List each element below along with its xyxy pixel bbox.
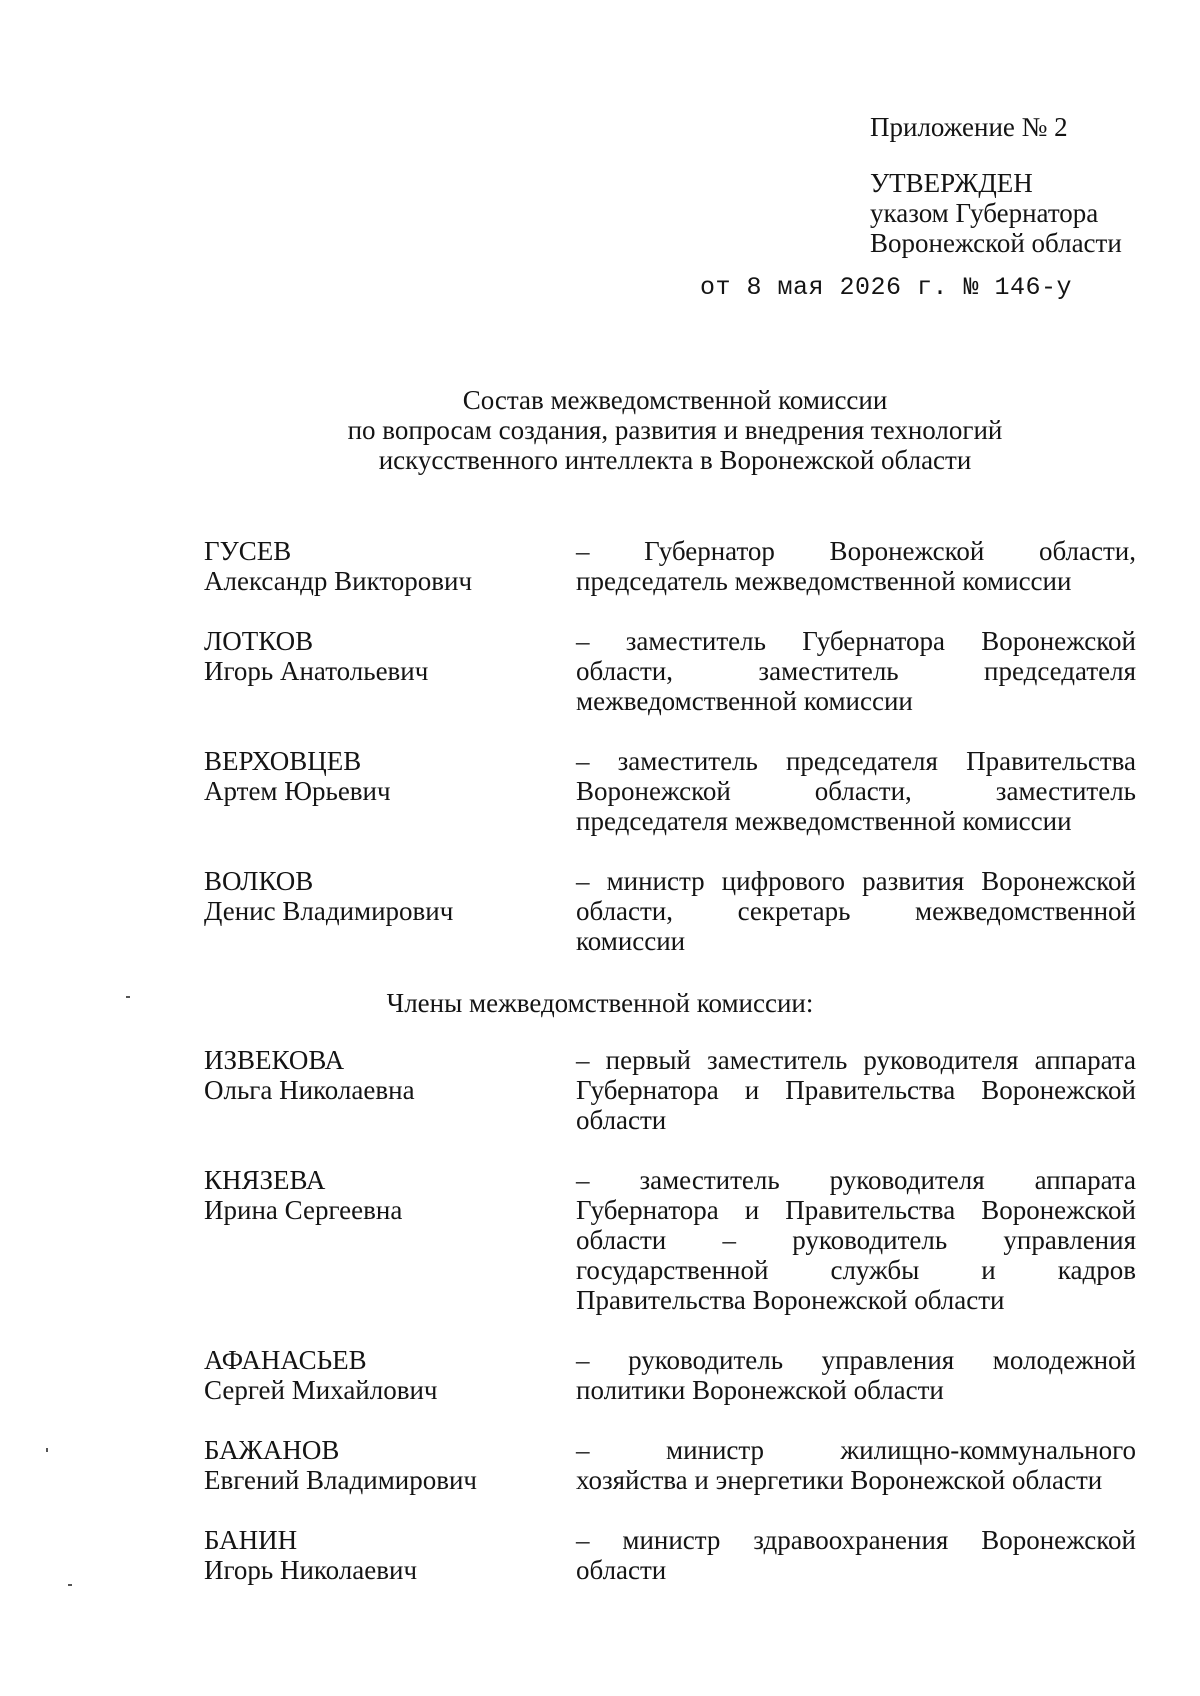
- member-position: [576, 1435, 1136, 1495]
- scan-speck: [68, 1584, 72, 1586]
- member-given-names: Игорь Николаевич: [204, 1555, 418, 1585]
- position-line: – министр цифрового развития Воронежской: [576, 866, 1136, 896]
- position-line: – министр здравоохранения Воронежской: [576, 1525, 1136, 1555]
- approved-region: Воронежской области: [870, 228, 1122, 258]
- position-line: – Губернатор Воронежской области,: [576, 536, 1136, 566]
- document-title: [200, 385, 1150, 475]
- member-given-names: Александр Викторович: [204, 566, 473, 596]
- member-name: [204, 866, 554, 926]
- position-line: – руководитель управления молодежной: [576, 1345, 1136, 1375]
- member-position: [576, 746, 1136, 836]
- member-given-names: Сергей Михайлович: [204, 1375, 438, 1405]
- member-surname: ЛОТКОВ: [204, 626, 314, 656]
- member-surname: БАЖАНОВ: [204, 1435, 340, 1465]
- position-line: – министр жилищно-коммунального: [576, 1435, 1136, 1465]
- position-line: области: [576, 1105, 667, 1135]
- member-name: [204, 746, 554, 806]
- decree-reference: от 8 мая 2026 г. № 146-у: [700, 273, 1073, 302]
- position-line: Правительства Воронежской области: [576, 1285, 1005, 1315]
- member-position: [576, 626, 1136, 716]
- member-name: [204, 626, 554, 686]
- member-name: [204, 1165, 554, 1225]
- member-given-names: Евгений Владимирович: [204, 1465, 478, 1495]
- position-line: межведомственной комиссии: [576, 686, 913, 716]
- position-line: комиссии: [576, 926, 686, 956]
- member-position: [576, 866, 1136, 956]
- member-name: [204, 1435, 554, 1495]
- scan-speck: [126, 996, 130, 998]
- member-given-names: Ирина Сергеевна: [204, 1195, 403, 1225]
- title-line-2: по вопросам создания, развития и внедрения технологий: [347, 415, 1003, 445]
- position-line: – заместитель Губернатора Воронежской: [576, 626, 1136, 656]
- position-line: Воронежской области, заместитель: [576, 776, 1136, 806]
- member-position: [576, 536, 1136, 596]
- member-position: [576, 1165, 1136, 1315]
- scan-speck: [46, 1448, 48, 1452]
- member-position: [576, 1045, 1136, 1135]
- position-line: политики Воронежской области: [576, 1375, 944, 1405]
- position-line: – первый заместитель руководителя аппарата: [576, 1045, 1136, 1075]
- member-given-names: Денис Владимирович: [204, 896, 454, 926]
- members-heading: Члены межведомственной комиссии:: [386, 988, 814, 1018]
- member-surname: КНЯЗЕВА: [204, 1165, 326, 1195]
- member-surname: ИЗВЕКОВА: [204, 1045, 345, 1075]
- position-line: председателя межведомственной комиссии: [576, 806, 1072, 836]
- position-line: государственной службы и кадров: [576, 1255, 1136, 1285]
- position-line: хозяйства и энергетики Воронежской области: [576, 1465, 1103, 1495]
- title-line-3: искусственного интеллекта в Воронежской области: [378, 445, 972, 475]
- position-line: области – руководитель управления: [576, 1225, 1136, 1255]
- member-name: [204, 1345, 554, 1405]
- position-line: Губернатора и Правительства Воронежской: [576, 1075, 1136, 1105]
- position-line: – заместитель руководителя аппарата: [576, 1165, 1136, 1195]
- appendix-number: Приложение № 2: [870, 112, 1068, 142]
- member-name: [204, 1525, 554, 1585]
- member-surname: ГУСЕВ: [204, 536, 292, 566]
- position-line: области: [576, 1555, 667, 1585]
- position-line: – заместитель председателя Правительства: [576, 746, 1136, 776]
- approved-by: указом Губернатора: [870, 198, 1099, 228]
- member-given-names: Артем Юрьевич: [204, 776, 391, 806]
- title-line-1: Состав межведомственной комиссии: [462, 385, 888, 415]
- member-surname: ВЕРХОВЦЕВ: [204, 746, 362, 776]
- member-position: [576, 1345, 1136, 1405]
- member-surname: АФАНАСЬЕВ: [204, 1345, 367, 1375]
- position-line: области, секретарь межведомственной: [576, 896, 1136, 926]
- member-surname: ВОЛКОВ: [204, 866, 314, 896]
- member-name: [204, 1045, 554, 1105]
- approved-label: УТВЕРЖДЕН: [870, 168, 1033, 198]
- member-given-names: Игорь Анатольевич: [204, 656, 429, 686]
- member-given-names: Ольга Николаевна: [204, 1075, 415, 1105]
- member-position: [576, 1525, 1136, 1585]
- position-line: председатель межведомственной комиссии: [576, 566, 1072, 596]
- member-name: [204, 536, 554, 596]
- position-line: Губернатора и Правительства Воронежской: [576, 1195, 1136, 1225]
- position-line: области, заместитель председателя: [576, 656, 1136, 686]
- member-surname: БАНИН: [204, 1525, 298, 1555]
- approval-block: [870, 112, 1122, 258]
